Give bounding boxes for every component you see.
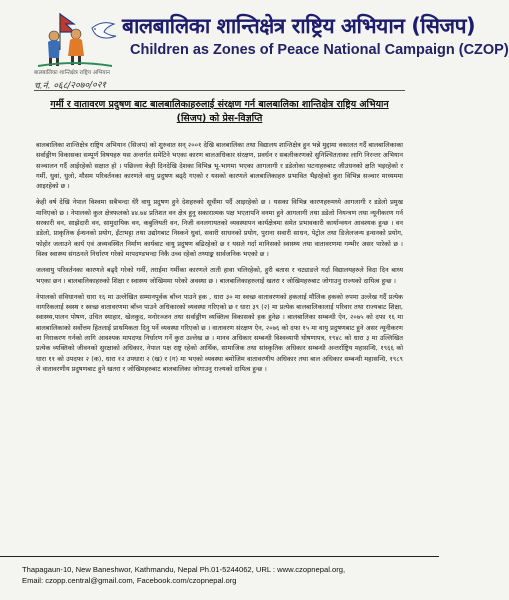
letterhead	[14, 0, 509, 92]
header-divider	[34, 90, 405, 91]
letterhead-footer	[0, 564, 439, 586]
subject-text: गर्मी र वातावरण प्रदुषण बाट बालबालिकाहरुलाई संरक्षण गर्न बालबालिका शान्तिक्षेत्र राष्ट्रिय अभियान (सिजप) को प्रेस-विज्ञप्ति	[50, 99, 389, 124]
press-release-subject	[36, 98, 403, 126]
body-paragraph: केही वर्ष देखि नेपाल विश्वमा सबैभन्दा धेरै वायु प्रदुषण हुने देशहरुको सूचीमा पर्दै आइरहेको छ । यसका विभिन्न कारणहरुमध्ये आगलागी र डडेलो प्रमुख मानिएको छ । नेपालको कुल क्षेत्रफलको ४४.७४ प्रतिशत वन क्षेत्र हुनु सकारात्मक पक्ष भएतापनि वनमा हुने आगलागी तथा डडेलो नियन्त्रण तथा न्यूनीकरण गर्न सरकारी वन, साझेदारी वन, सामुदायिक वन, कबुलियती वन, निजी वनलगायतको व्यवस्थापन कार्यक्षेत्रमा समेत प्रभावकारी कार्यान्वयन आवश्यक हुन्छ । वन डडेलो, प्राकृतिक ईन्धनको प्रयोग, इँटाभट्टा तथा उद्योगबाट निस्कने धुवां, सवारी साधनको प्रयोग, पुराना सवारी साधन, पेट्रोल तथा डिजेलजन्य इन्धनको प्रयोग, फोहोर जलाउने कार्य एवं अव्यवस्थित निर्माण कार्यबाट वायु प्रदुषण बढिरहेको छ र यसले गर्दा मानिसको स्वास्थ्य तथा वातावरणमा गम्भीर असर पारेको छ । विश्व स्वास्थ्य संगठनले निर्धारण गरेको मापदण्डभन्दा निकै उच्च रहेको तथ्याङ्क सार्वजनिक भएको छ ।	[36, 198, 403, 258]
reference-number: च.नं. ०६८/२०७०/०२१	[33, 80, 107, 92]
body-paragraph: नेपालको संविधानको धारा १६ मा उल्लेखित सम्मानपूर्वक बाँच्न पाउने हक , धारा ३० मा स्वच्छ वातावरणको हकलाई मौलिक हकको रुपमा उल्लेख गर्दै प्रत्येक नागरिकलाई स्वस्थ र स्वच्छ वातावरणमा बाँच्न पाउने अधिकारको व्यवस्था गरिएको छ र धारा ३९ (२) मा प्रत्येक बालबालिकालाई परिवार तथा राज्यबाट शिक्षा, स्वास्थ्य,पालन पोषण, उचित स्याहार, खेलकुद, मनोरञ्जन तथा सर्वाङ्गीण व्यक्तित्व विकासको हक हुनेछ । बालबालिका सम्बन्धी ऐन, २०७५ को दफा १६ मा बालबालिकाको सर्वोत्तम हितलाई प्राथमिकता दिनु पर्ने व्यवस्था गरिएको छ । वातावरण संरक्षण ऐन, २०७६ को दफा १५ मा वायु प्रदुषणबाट हुने असर न्यूनीकरण वा निराकरण गर्नको लागि आवश्यक मापदण्ड निर्धारण गर्ने कुरा उल्लेख छ । मानव अधिकार सम्बन्धी विश्वव्यापी घोषणापत्र, १९४८ को धारा ३ मा उल्लिखित प्रत्येक व्यक्तिको जीवनको सुरक्षाको अधिकार, नेपाल पक्ष राष्ट्र रहेको आर्थिक, सामाजिक तथा सांस्कृतिक अधिकार सम्बन्धी अन्तर्राष्ट्रिय महासन्धि, १९६६ को धारा ११ को उपदफा २ (क), धारा १२ उपधारा २ (ख) र (ग) मा भएको व्यवस्था बमोजिम वातावरणीय अधिकार तथा बाल अधिकार सम्बन्धी महासन्धि, १९८९ ले वातावरणीय प्रदुषणबाट हुने खतरा र जोखिमहरुबाट बालबालिका जोगाउनु राज्यको दायित्व हुन्छ ।	[36, 292, 403, 373]
footer-contacts: Email: czopp.central@gmail.com, Facebook.com/czopnepal.org	[22, 576, 237, 585]
body-paragraph: बालबालिका शान्तिक्षेत्र राष्ट्रिय अभियान (सिजप) को शुरुवात सन् २००१ देखि बालबालिका तथा विद्यालय शान्तिक्षेत्र हुन भन्ने मुद्दामा वकालत गर्दै बालबालिकाका सर्वाङ्गीण विकासका सम्पूर्ण विषयहरु यस अन्तर्गत समेटिने भएका कारण बालअधिकार संरक्षण, प्रवर्धन र सबलीकरणको सुनिश्चितताका लागि निरन्तर अभियान सञ्चालन गर्दै आईरहेको सक्षात हो । पछिल्ला केही दिनदेखि देशका विभिन्न भू-भागमा भएका आगलागी र डडेलोका घटनाहरुबाट जीउधनको क्षति भइरहेको र गर्मी, धुवां, धुलो, मौसम परिवर्तनका कारणले वायु प्रदुषण बढ्दै गएको र यसको कारणले बालबालिकाहरु प्रभावित भैइरहेको कुरा विभिन्न सञ्चार माध्यममा आइरहेको छ ।	[36, 141, 403, 191]
org-name-nepali: बालबालिका शान्तिक्षेत्र राष्ट्रिय अभियान (सिजप)	[122, 14, 476, 38]
logo-caption: बालबालिका शान्तिक्षेत्र राष्ट्रिय अभियान	[34, 70, 110, 76]
press-release-body	[36, 140, 403, 374]
footer-address: Thapagaun-10, New Baneshwor, Kathmandu, Nepal Ph.01-5244062, URL : www.czopnepal.org,	[22, 565, 346, 574]
footer-divider	[0, 556, 439, 557]
children-dove-logo-icon	[30, 10, 120, 70]
org-name-english: Children as Zones of Peace National Campaign (CZOP)	[130, 42, 509, 58]
body-paragraph: जलवायु परिवर्तनका कारणले बढ्दै गरेको गर्मी, तराईमा गर्मीका कारणले ताती हावा चलिरहेको, हुरी बतास र चट्याङले गर्दा विद्यालयहरुले विदा दिन बाध्य भएका छन । बालबालिकाहरुको शिक्षा र स्वास्थ्य जोखिममा परेको अवस्था छ । बालबालिकाहरुलाई खतरा र जोखिमहरुबाट जोगाउनु राज्यको दायित्व हुन्छ ।	[36, 266, 403, 285]
